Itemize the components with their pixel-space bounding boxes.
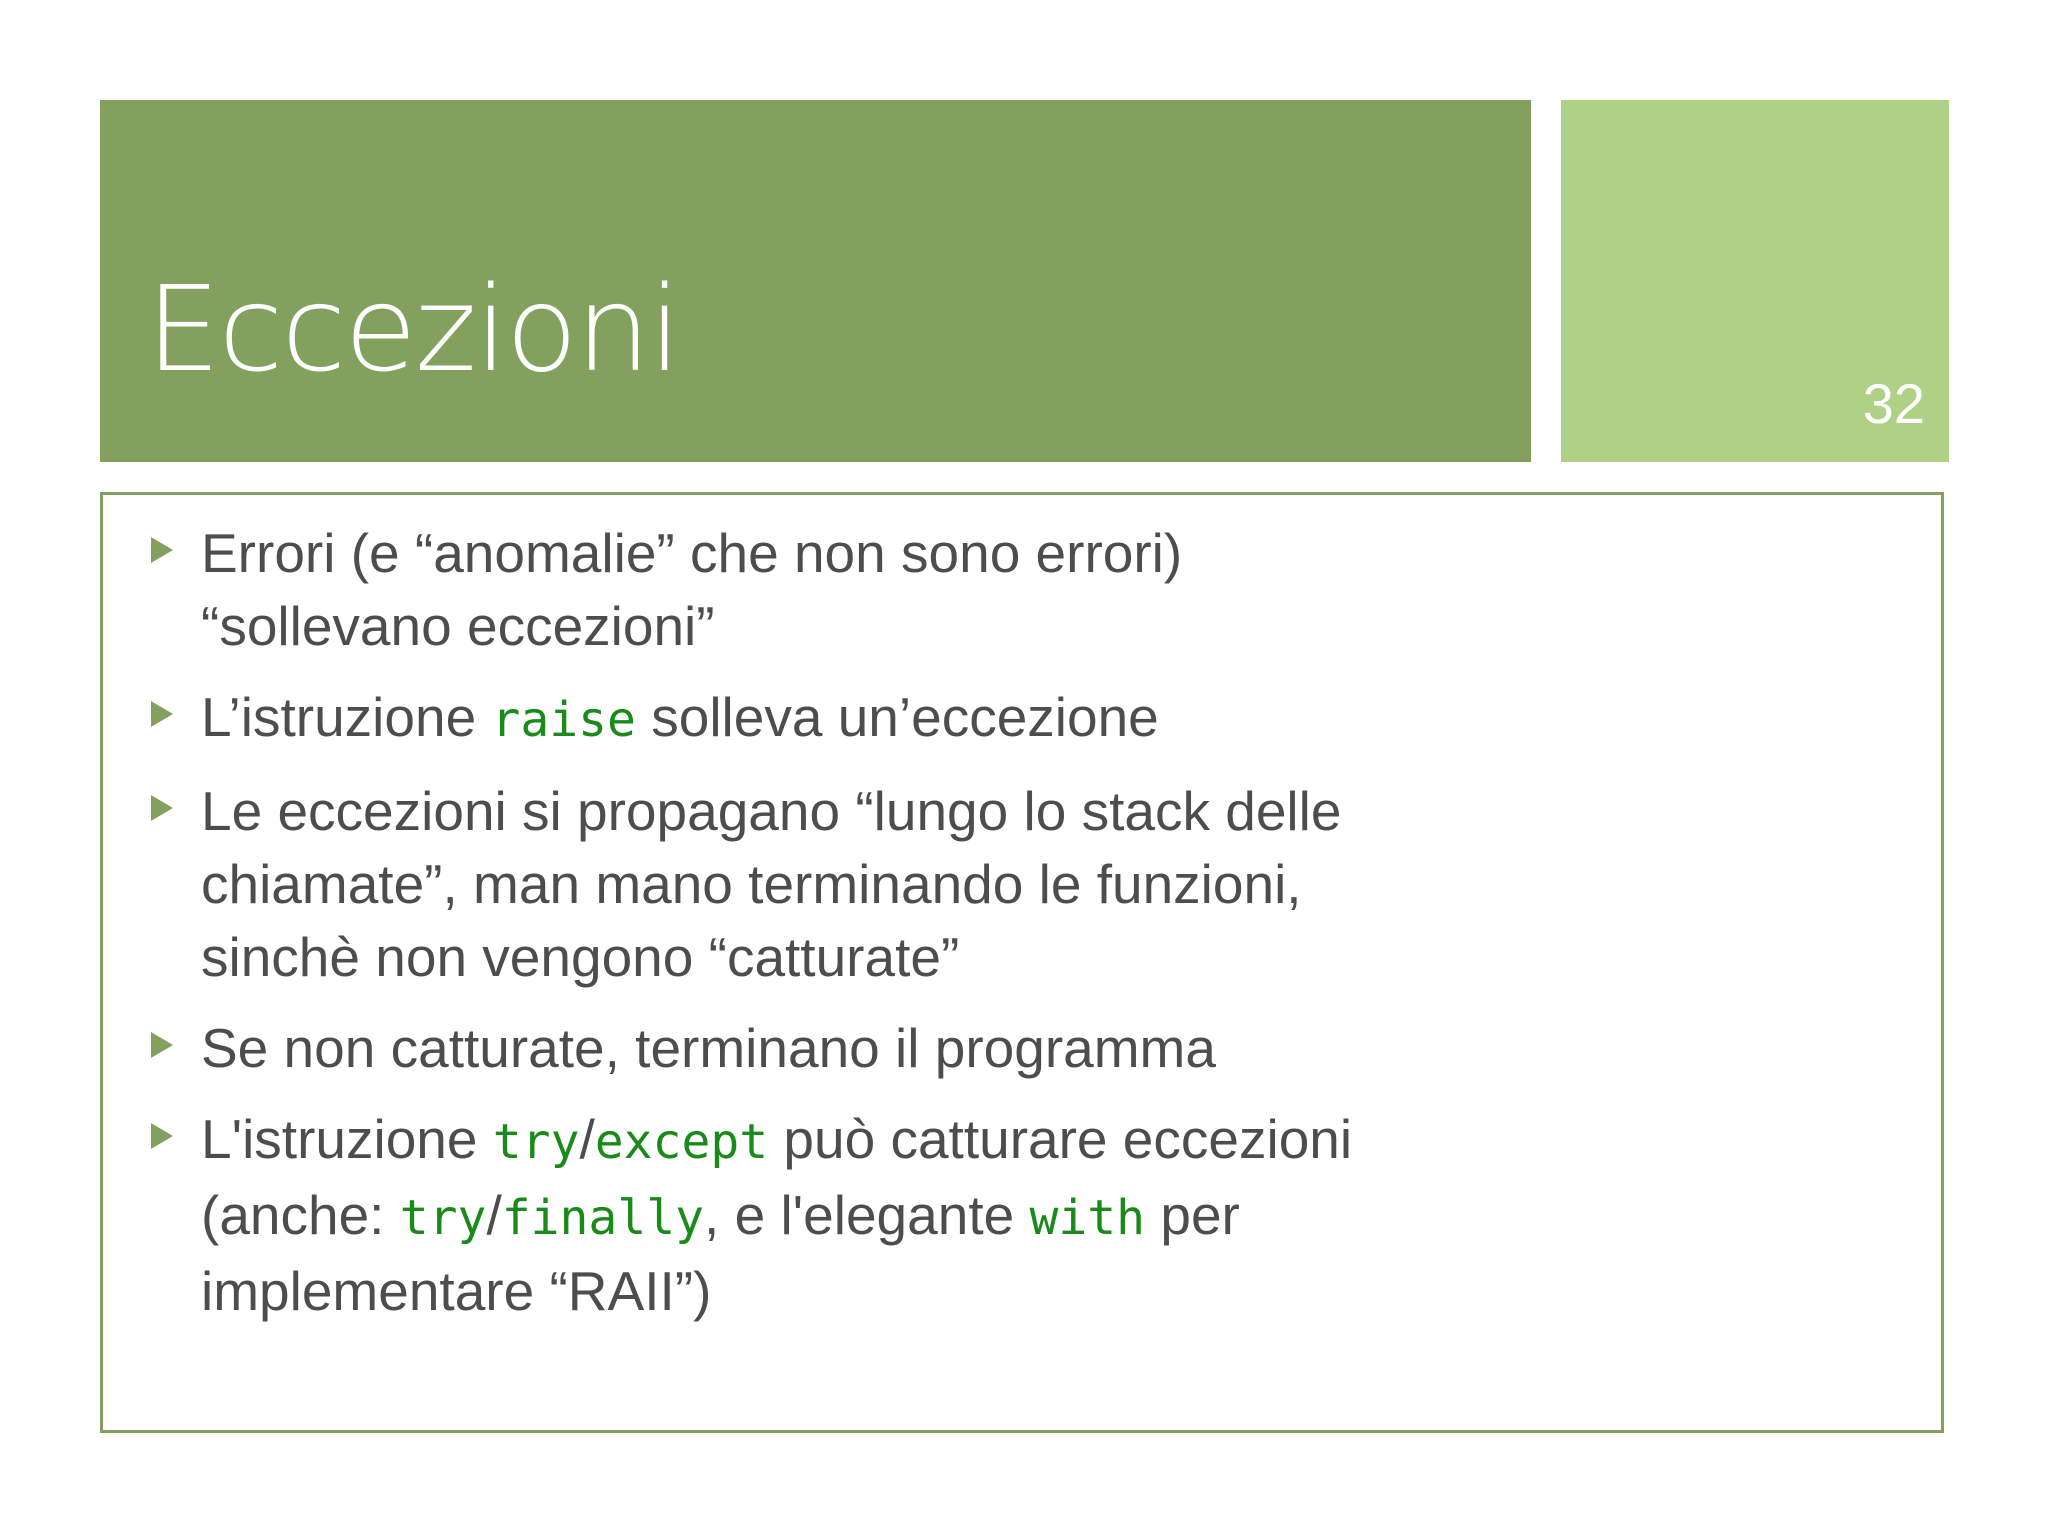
page-number: 32 bbox=[1862, 372, 1925, 435]
bullet-item-try-except bbox=[151, 1103, 1551, 1328]
page-number-band bbox=[1561, 100, 1949, 462]
bullet-line: “sollevano eccezioni” bbox=[201, 595, 715, 657]
bullet-text: L’istruzione bbox=[201, 686, 492, 748]
code-keyword: try bbox=[492, 1114, 580, 1170]
triangle-bullet-icon bbox=[151, 1123, 173, 1149]
bullet-line: implementare “RAII”) bbox=[201, 1260, 712, 1322]
code-keyword: finally bbox=[501, 1190, 705, 1246]
bullet-item-uncaught bbox=[151, 1012, 1551, 1085]
triangle-bullet-icon bbox=[151, 701, 173, 727]
bullet-line: Le eccezioni si propagano “lungo lo stack delle bbox=[201, 780, 1342, 842]
bullet-line: Errori (e “anomalie” che non sono errori) bbox=[201, 522, 1183, 584]
bullet-text: solleva un’eccezione bbox=[635, 686, 1159, 748]
bullet-list bbox=[151, 517, 1551, 1346]
bullet-item-raise bbox=[151, 681, 1551, 757]
bullet-text: / bbox=[579, 1108, 595, 1170]
bullet-line bbox=[201, 1179, 1551, 1255]
bullet-text: L'istruzione bbox=[201, 1108, 493, 1170]
bullet-text: , e l'elegante bbox=[704, 1184, 1030, 1246]
code-keyword: with bbox=[1029, 1190, 1146, 1246]
bullet-line: Se non catturate, terminano il programma bbox=[201, 1017, 1216, 1079]
bullet-text: per bbox=[1145, 1184, 1240, 1246]
content-box bbox=[100, 492, 1944, 1433]
bullet-item-propagation bbox=[151, 775, 1551, 994]
code-keyword: except bbox=[594, 1114, 769, 1170]
slide-title: Eccezioni bbox=[146, 260, 680, 398]
bullet-text: può catturare eccezioni bbox=[768, 1108, 1353, 1170]
bullet-line bbox=[201, 1103, 1551, 1179]
bullet-item-errors bbox=[151, 517, 1551, 663]
bullet-line: sinchè non vengono “catturate” bbox=[201, 926, 960, 988]
triangle-bullet-icon bbox=[151, 1032, 173, 1058]
bullet-line bbox=[201, 681, 1551, 757]
code-keyword: try bbox=[399, 1190, 487, 1246]
bullet-text: / bbox=[486, 1184, 502, 1246]
triangle-bullet-icon bbox=[151, 537, 173, 563]
title-band bbox=[100, 100, 1531, 462]
bullet-line: chiamate”, man mano terminando le funzioni, bbox=[201, 853, 1302, 915]
bullet-text: (anche: bbox=[201, 1184, 400, 1246]
triangle-bullet-icon bbox=[151, 795, 173, 821]
code-keyword: raise bbox=[491, 692, 636, 748]
